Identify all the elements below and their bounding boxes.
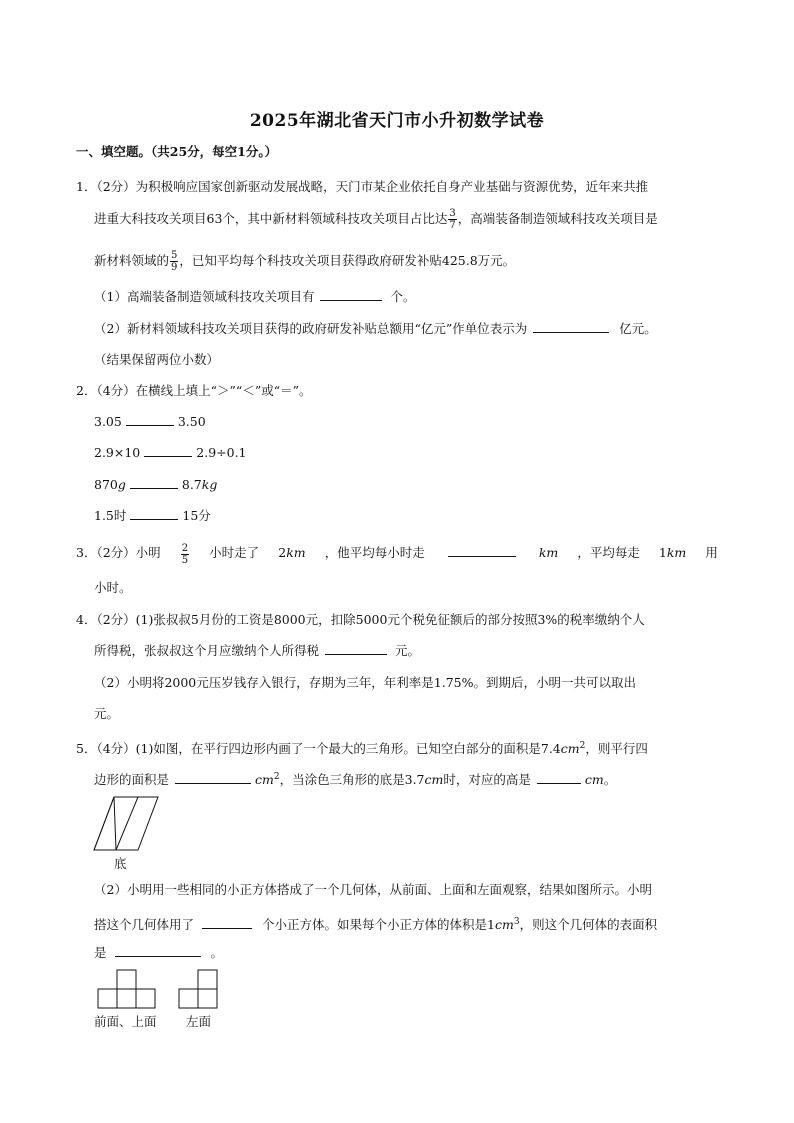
front-top-view-figure: [98, 970, 158, 1012]
q5-line1: 5．（4分）(1)如图，在平行四边形内画了一个最大的三角形。已知空白部分的面积是$7.4cm^2$，则平行四: [76, 741, 648, 757]
q1-sub1: （1）高端装备制造领域科技攻关项目有 个。: [94, 289, 416, 304]
answer-blank[interactable]: [320, 287, 382, 301]
section-heading: 一、填空题。（共25分，每空1分。）: [76, 144, 278, 159]
q2-row4: 1.5时 15分: [94, 508, 211, 523]
q1-line3: 新材料领域的 $\frac{5}{9}$ ，已知平均每个科技攻关项目获得政府研发补贴425.8万元。: [94, 250, 516, 273]
figure1-caption: 底: [114, 856, 127, 871]
q1-note: （结果保留两位小数）: [94, 352, 220, 367]
q2-row2: 2.9×10 2.9÷0.1: [94, 445, 247, 460]
figure2-caption-left: 左面: [186, 1014, 212, 1029]
q3-line2: 小时。: [94, 580, 132, 595]
q4-line1: 4．（2分）(1)张叔叔5月份的工资是8000元，扣除5000元个税免征额后的部分按照3%的税率缴纳个人: [76, 612, 645, 627]
left-view-figure: [179, 970, 221, 1012]
fraction-3-7: $\frac{3}{7}$: [449, 208, 456, 231]
answer-blank[interactable]: [130, 506, 178, 520]
q2-head: 2．（4分）在横线上填上“＞”“＜”或“＝”。: [76, 383, 312, 398]
q3-line1: 3．（2分）小明 $\frac{2}{5}$ 小时走了 2km ，他平均每小时走 km ，平均每走 1km 用: [76, 543, 718, 566]
q1-sub2: （2）新材料领域科技攻关项目获得的政府研发补贴总额用“亿元”作单位表示为 亿元。: [94, 321, 657, 336]
answer-blank[interactable]: [130, 475, 178, 489]
answer-blank[interactable]: [115, 943, 201, 957]
q1-line1: 1．（2分）为积极响应国家创新驱动发展战略，天门市某企业依托自身产业基础与资源优势，近年来共推: [76, 179, 649, 194]
q2-row3: 870g 8.7kg: [94, 477, 218, 492]
figure2-caption-front-top: 前面、上面: [94, 1014, 157, 1029]
q5-line2: 边形的面积是 $cm^2$，当涂色三角形的底是3.7cm时，对应的高是 cm。: [94, 772, 617, 788]
q5-line3: （2）小明用一些相同的小正方体搭成了一个几何体，从前面、上面和左面观察，结果如图所示。小明: [94, 882, 652, 897]
answer-blank[interactable]: [202, 915, 252, 929]
q4-line3: （2）小明将2000元压岁钱存入银行，存期为三年，年利率是1.75%。到期后，小明一共可以取出: [94, 675, 636, 690]
answer-blank[interactable]: [144, 443, 192, 457]
q5-line5: 是 。: [94, 945, 224, 960]
q4-line2: 所得税，张叔叔这个月应缴纳个人所得税 元。: [94, 643, 421, 658]
answer-blank[interactable]: [175, 770, 251, 784]
q5-line4: 搭这个几何体用了 个小正方体。如果每个小正方体的体积是$1cm^3$，则这个几何体的表面积: [94, 917, 658, 933]
answer-blank[interactable]: [325, 641, 387, 655]
q1-line2: 进重大科技攻关项目63个，其中新材料领域科技攻关项目占比达 $\frac{3}{7}$ ，高端装备制造领域科技攻关项目是: [94, 208, 658, 231]
parallelogram-figure: [94, 796, 164, 856]
q4-line4: 元。: [94, 706, 120, 721]
q2-row1: 3.05 3.50: [94, 414, 206, 429]
page-title: 2025年湖北省天门市小升初数学试卷: [249, 111, 545, 131]
answer-blank[interactable]: [448, 543, 516, 557]
fraction-2-5: $\frac{2}{5}$: [181, 543, 189, 566]
fraction-5-9: $\frac{5}{9}$: [171, 250, 178, 273]
answer-blank[interactable]: [537, 770, 581, 784]
answer-blank[interactable]: [126, 412, 174, 426]
answer-blank[interactable]: [533, 319, 609, 333]
